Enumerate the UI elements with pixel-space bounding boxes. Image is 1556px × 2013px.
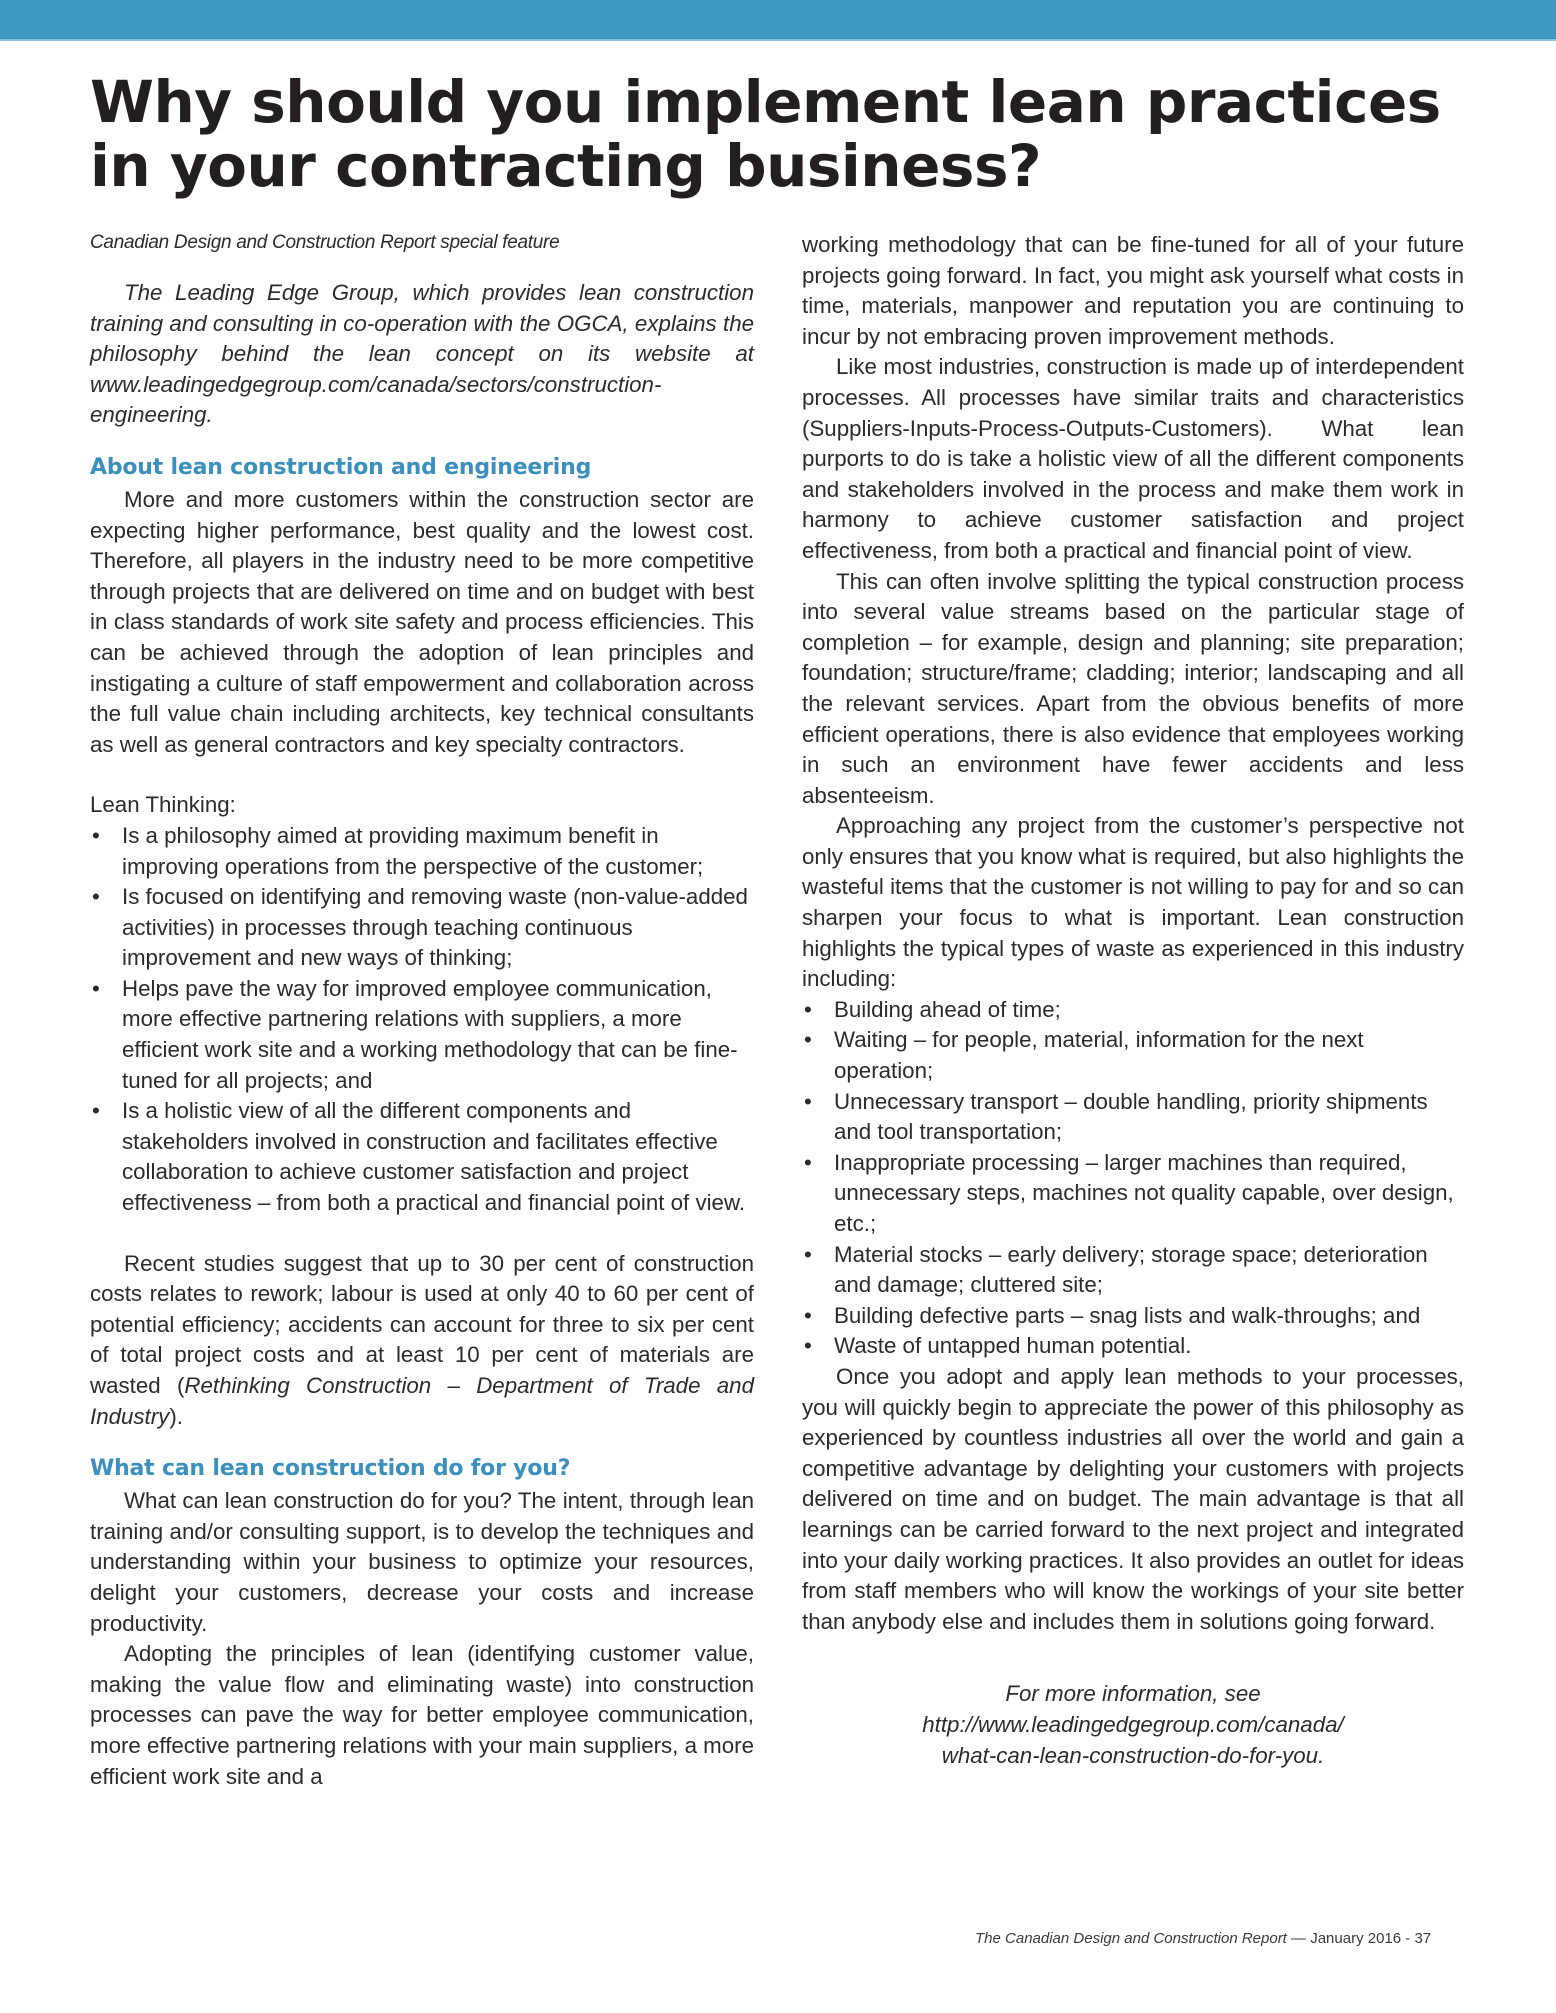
adopting-paragraph: Adopting the principles of lean (identifying customer value, making the value flow and eliminating waste) into construction processes can pave the way for better employee communication, more effective partnering relations with your main suppliers, a more efficient work site and a [90,1641,754,1789]
kicker: Canadian Design and Construction Report special feature [90,232,560,253]
more-info-label: For more information, see [1005,1681,1261,1707]
left-column [90,230,754,1792]
article-title [90,70,1490,198]
bullet-icon: • [804,1302,812,1328]
bullet-icon: • [804,996,812,1022]
more-info-block [802,1679,1464,1771]
list-item: • Is a philosophy aimed at providing maximum benefit in improving operations from the perspective of the customer; [92,822,704,879]
intent-paragraph: What can lean construction do for you? The intent, through lean training and/or consulting support, is to develop the techniques and understanding within your business to optimize your resources, delight your customers, decrease your costs and increase productivity. [90,1488,754,1636]
list-item: • Unnecessary transport – double handling, priority shipments and tool transportation; [804,1088,1428,1145]
bullet-icon: • [804,1333,812,1359]
list-item: • Inappropriate processing – larger machines than required, unnecessary steps, machines not quality capable, over design, etc.; [804,1149,1454,1236]
lean-thinking-list [90,821,754,1219]
industries-paragraph: Like most industries, construction is made up of interdependent processes. All processes have similar traits and characteristics (Suppliers-Inputs-Process-Outputs-Customers). What lean purports to do is take a holistic view of all the different components and stakeholders involved in the process and make them work in harmony to achieve customer satisfaction and project effectiveness, from both a practical and financial point of view. [802,354,1464,563]
title-line-1: Why should you implement lean practices [90,68,1441,136]
list-item: • Waiting – for people, material, information for the next operation; [804,1027,1364,1084]
value-streams-paragraph: This can often involve splitting the typical construction process into several value streams based on the particular stage of completion – for example, design and planning; site preparation; foundation; structure/frame; cladding; interior; landscaping and all the relevant services. Apart from the obvious benefits of more efficient operations, there is also evidence that employees working in such an environment have fewer accidents and less absenteeism. [802,568,1464,808]
list-item: • Is a holistic view of all the different components and stakeholders involved in construction and facilitates effective collaboration to achieve customer satisfaction and project effectiveness – from both a practical and financial point of view. [92,1098,746,1216]
header-color-band [0,0,1556,39]
bullet-icon: • [804,1149,812,1175]
waste-types-list [802,995,1464,1362]
more-info-link[interactable]: http://www.leadingedgegroup.com/canada/ [922,1711,1344,1737]
studies-paragraph: Recent studies suggest that up to 30 per cent of construction costs relates to rework; labour is used at only 40 to 60 per cent of potential efficiency; accidents can account for three to six per cent of total project costs and at least 10 per cent of materials are wasted (Rethinking Construction – Department of Trade and Industry). [90,1250,754,1429]
list-item: • Waste of untapped human potential. [802,1331,1464,1362]
citation: Rethinking Construction – Department of Trade and Industry [90,1373,754,1429]
bullet-icon: • [92,1098,100,1124]
bullet-icon: • [92,975,100,1001]
customer-perspective-paragraph: Approaching any project from the customer’s perspective not only ensures that you know what is required, but also highlights the wasteful items that the customer is not willing to pay for and so can sharpen your focus to what is important. Lean construction highlights the typical types of waste as experienced in this industry including: [802,813,1464,992]
spacer [90,1219,754,1249]
section-heading-about: About lean construction and engineering [90,454,592,480]
title-line-2: in your contracting business? [90,132,1042,200]
right-column [802,230,1464,1771]
continued-paragraph: working methodology that can be fine-tuned for all of your future projects going forward. In fact, you might ask yourself what costs in time, materials, manpower and reputation you are continuing to incur by not embracing proven improvement methods. [802,232,1464,349]
bullet-icon: • [804,1088,812,1114]
list-item: • Material stocks – early delivery; storage space; deterioration and damage; cluttered site; [804,1241,1428,1298]
list-item: • Building defective parts – snag lists and walk-throughs; and [802,1301,1464,1332]
bullet-icon: • [92,822,100,848]
bullet-icon: • [804,1241,812,1267]
intro-paragraph: The Leading Edge Group, which provides lean construction training and consulting in co-operation with the OGCA, explains the philosophy behind the lean concept on its website at www.leadingedgegroup.com/canada/sectors/construction-engineering. [90,280,754,428]
bullet-icon: • [92,884,100,910]
footer-publication: The Canadian Design and Construction Report [975,1930,1287,1947]
lean-thinking-label: Lean Thinking: [90,792,236,818]
bullet-icon: • [804,1027,812,1053]
page-number: 37 [1414,1930,1432,1947]
spacer [90,760,754,790]
list-item: • Helps pave the way for improved employee communication, more effective partnering relations with suppliers, a more efficient work site and a working methodology that can be fine-tuned for all projects; and [92,975,738,1093]
list-item: • Is focused on identifying and removing waste (non-value-added activities) in processes through teaching continuous improvement and new ways of thinking; [92,884,748,971]
about-paragraph: More and more customers within the construction sector are expecting higher performance, best quality and the lowest cost. Therefore, all players in the industry need to be more competitive through projects that are delivered on time and on budget with best in class standards of work site safety and process efficiencies. This can be achieved through the adoption of lean principles and instigating a culture of staff empowerment and collaboration across the full value chain including architects, key technical consultants as well as general contractors and key specialty contractors. [90,486,754,757]
header-band-underline [0,39,1556,41]
list-item: • Building ahead of time; [802,995,1464,1026]
more-info-link-cont[interactable]: what-can-lean-construction-do-for-you. [941,1742,1325,1768]
section-heading-what-can-lean-do: What can lean construction do for you? [90,1456,571,1482]
footer-issue: January 2016 [1310,1930,1402,1947]
conclusion-paragraph: Once you adopt and apply lean methods to your processes, you will quickly begin to appreciate the power of this philosophy as experienced by countless industries all over the world and gain a competitive advantage by delighting your customers with projects delivered on time and on budget. The main advantage is that all learnings can be carried forward to the next project and integrated into your daily working practices. It also provides an outlet for ideas from staff members who will know the workings of your site better than anybody else and includes them in solutions going forward. [802,1363,1464,1634]
page-footer: The Canadian Design and Construction Report — January 2016 - 37 [975,1930,1432,1947]
